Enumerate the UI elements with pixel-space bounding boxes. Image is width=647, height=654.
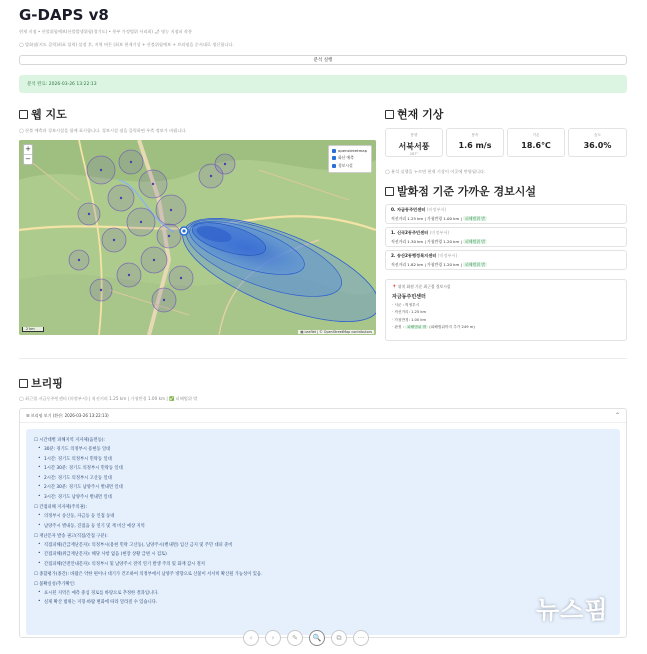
copy-icon[interactable]: ⧉ [331,630,347,646]
detail-header: 📍 위치 화점 기준 최근접 경보시설 [392,284,451,289]
detail-line: · 직선거리: 1.25 km [392,310,427,315]
list-item: • 실제 확산 범위는 지형·바람 변화에 따라 달라질 수 있습니다. [44,599,612,605]
list-item: • 직접피해(긴급재난문자): 의정부시(용현 민락 고산동), 남양주시(별내면) 입산 금지 및 주민 대피 준비 [44,542,612,548]
list-item: • 의정부시 송산동, 자금동 등 인접 동네 [44,513,612,519]
checkbox-icon [19,379,28,388]
status-badge: 피해범위 밖 [465,216,486,221]
facility-name: 0. 자금동주민센터 (미정부서) [391,207,447,212]
app-title: G-DAPS v8 [19,6,109,24]
briefing-heading: 브리핑 [19,375,63,391]
list-item: • 2시간: 경기도 의정부시 고산동 일대 [44,475,612,481]
facility-detail: 직선거리 1.25 km | 가청반경 1.00 km | 피해범위 밖 [391,216,486,221]
next-icon[interactable]: › [265,630,281,646]
chevron-up-icon: ⌃ [614,412,620,419]
analysis-complete-banner: 분석 완료: 2026-03-26 13:22:13 [19,75,627,93]
status-badge: 피해범위 밖 [407,325,427,330]
metric-temperature: 기온 18.6℃ [507,128,565,157]
web-map[interactable] [19,140,376,335]
map-canvas [19,140,376,335]
run-analysis-button[interactable]: 분석 실행 [19,55,627,65]
list-item: • 간접피해(안전안내문자): 의정부시 및 남양주시 전역 연기 발생 주의 및 화재 감시 철저 [44,561,612,567]
briefing-content [26,429,620,635]
more-icon[interactable]: ··· [353,630,369,646]
list-item: • 1시간 30분: 경기도 의정부시 민락동 일대 [44,465,612,471]
facility-detail-card [385,279,627,341]
list-item: • 3시간: 경기도 남양주시 별내면 일대 [44,494,612,500]
viewer-toolbar [243,630,369,646]
list-item: • 2시간 30분: 경기도 남양주시 별내면 일대 [44,484,612,490]
instruction-caption: ◯ 발화점(지도 클릭)최표 입력) 설정 후, 지역 버튼 (최보 현재기상 + 산불위험예보 + 브리핑을 순서대로 생신합니다. [19,42,234,47]
list-item: • 표시된 지역은 예측 중심 경로를 바탕으로 추정한 결과입니다. [44,590,612,596]
header-caption: 현재 지점 • 산불위험예보(산불발생위험(경기도) • 풍부 가정범위 서리최) 🌶 명능 지점퍼 작풍 [19,29,193,34]
map-attribution[interactable]: ▦ Leaflet | © OpenStreetMap contributors [300,330,372,334]
briefing-section-title: ☐ 종합평가(종간): 바람은 약한 편이나 대기가 건조하여 의정부에서 남양주 방향으로 산불이 서서히 확산될 가능성이 있음. [34,571,263,577]
briefing-section-title: ☐ 간접피해 지자체(주의권): [34,504,87,510]
list-item: • 30분: 경기도 의정부시 용현동 일대 [44,446,612,452]
detail-line: · 판정 : 피해범위 밖 (피해범위까지 추가 249 m) [392,325,475,330]
metric-wind-speed: 풍속 1.6 m/s [446,128,504,157]
checkbox-icon [385,110,394,119]
layer-control[interactable] [328,145,372,173]
checkbox-icon [385,187,394,196]
search-icon[interactable]: 🔍 [309,630,325,646]
map-scale: 2 km [22,327,44,332]
status-badge: 피해범위 밖 [465,239,486,244]
facility-card[interactable] [385,227,627,247]
ignition-marker [180,227,188,235]
checkbox-icon [332,156,336,160]
checkbox-icon [19,110,28,119]
zoom-out-button[interactable]: − [25,155,31,163]
list-item: • 남양주시 별내동, 진접읍 등 연기 및 재 비산 예상 지역 [44,523,612,529]
facility-detail: 직선거리 1.82 km | 가청반경 1.20 km | 피해범위 밖 [391,262,486,267]
map-heading: 웹 지도 [19,106,67,122]
checkbox-icon [332,149,336,153]
zoom-in-button[interactable]: + [25,145,31,153]
zoom-control [23,144,33,165]
section-divider [19,358,627,359]
layer-item[interactable]: openstreetmap [332,148,368,153]
briefing-caption: ◯ 최근접 자금동주민센터 (의정부시) | 직선거리 1.25 km | 가청반경 1.00 km | ✅ 피해범위 밖 [19,396,198,401]
status-badge: 피해범위 밖 [465,262,486,267]
facility-card[interactable] [385,204,627,224]
weather-note: ◯ 분석 실행을 누르면 현재 기상이 이곳에 반영됩니다. [385,169,486,174]
facilities-heading: 발화점 기준 가까운 경보시설 [385,183,536,199]
weather-heading: 현재 기상 [385,106,443,122]
edit-icon[interactable]: ✎ [287,630,303,646]
detail-line: · 시군 : 의정부시 [392,302,420,307]
prev-icon[interactable]: ‹ [243,630,259,646]
layer-item[interactable]: 화산 예측 [332,155,368,161]
detail-line: · 가청반경: 1.00 km [392,317,427,322]
facility-name: 2. 송산2동행정복지센터 (미정부서) [391,253,458,258]
list-item: • 1시간: 경기도 의정부시 민락동 일대 [44,456,612,462]
facility-name: 1. 신곡2동주민센터 (미정부서) [391,230,450,235]
metric-humidity: 습도 36.0% [568,128,627,157]
checkbox-icon [332,164,336,168]
map-caption: ◯ 산불 예측과 경보시설을 함께 표시합니다. 경보시설 점을 클릭하면 우측 정보가 바뀝니다. [19,128,187,133]
expander-header[interactable]: ☰ 브리핑 보기 (환산: 2026-03-26 13:22:13) ⌃ [20,409,626,423]
briefing-section-title: ☐ 불확실성/추가확인: [34,581,76,587]
metric-wind-direction: 풍향 서북서풍 287° [385,128,443,157]
list-item: • 간접피해(위급재난문자): 해당 사항 없음 (현장 상황 급변 시 검토) [44,551,612,557]
watermark-logo: 뉴스핌 [536,596,609,624]
facility-card[interactable] [385,250,627,270]
briefing-section-title: ☐ 재난문자 발송 권고(직접/간접 구분): [34,533,108,539]
briefing-section-title: ☐ 시간대별 피해지역 지자체(읍면동): [34,438,105,443]
layer-item[interactable]: 경보시설 [332,163,368,169]
facility-detail: 직선거리 1.30 km | 가청반경 1.20 km | 피해범위 밖 [391,239,486,244]
detail-facility-name: 자금동주민센터 [392,294,426,300]
